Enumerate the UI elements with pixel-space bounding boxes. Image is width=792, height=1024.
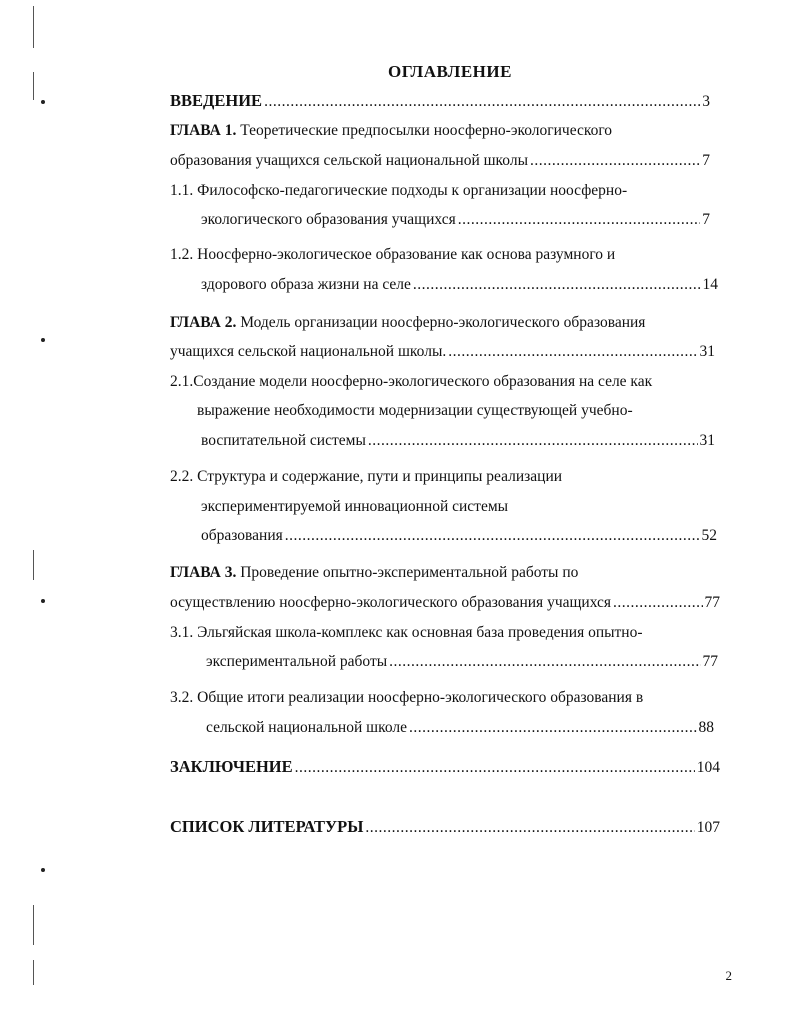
conclusion-label: ЗАКЛЮЧЕНИЕ [170,757,293,776]
chapter3-heading-line2[interactable] [170,594,720,612]
scan-margin-dot [41,100,45,104]
chapter1-page: 7 [702,152,710,169]
leader-dots [285,527,700,545]
chapter3-title-line1: Проведение опытно-экспериментальной работы по [240,564,579,581]
chapter3-page: 77 [704,594,720,611]
section-2-2-line3: образования [201,527,283,544]
section-2-2-line1: 2.2. Структура и содержание, пути и принципы реализации [170,468,563,485]
scan-margin-dot [41,599,45,603]
toc-entry-1-1-line2[interactable] [201,211,710,229]
conclusion-page: 104 [696,759,720,776]
toc-entry-intro[interactable] [170,91,710,111]
leader-dots [613,594,702,612]
chapter1-number: ГЛАВА 1. [170,122,237,139]
chapter3-number: ГЛАВА 3. [170,564,237,581]
chapter2-title-line1: Модель организации ноосферно-экологического образования [240,314,646,331]
chapter1-title-line2: образования учащихся сельской национальной школы [170,152,528,169]
leader-dots [264,93,700,111]
leader-dots [365,819,694,837]
chapter3-heading[interactable] [170,564,730,582]
section-2-1-line3: воспитательной системы [201,432,366,449]
section-3-2-page: 88 [698,719,714,736]
scan-margin-line [33,550,34,580]
section-3-2-line1: 3.2. Общие итоги реализации ноосферно-экологического образования в [170,689,644,706]
leader-dots [530,152,700,170]
toc-entry-2-1-line2 [197,402,737,420]
toc-entry-1-2[interactable] [170,246,730,264]
page-number: 2 [725,968,732,983]
toc-entry-1-1[interactable] [170,182,730,200]
section-1-1-line2: экологического образования учащихся [201,211,456,228]
bibliography-page: 107 [696,819,720,836]
chapter2-heading[interactable] [170,314,730,332]
intro-label: ВВЕДЕНИЕ [170,91,263,110]
bibliography-label: СПИСОК ЛИТЕРАТУРЫ [170,817,364,836]
section-1-1-page: 7 [702,211,710,228]
section-3-1-page: 77 [702,653,718,670]
section-2-2-page: 52 [701,527,717,544]
leader-dots [413,276,701,294]
section-1-2-line2: здорового образа жизни на селе [201,276,411,293]
toc-entry-2-1[interactable] [170,373,740,391]
toc-entry-conclusion[interactable] [170,757,720,777]
section-3-2-line2: сельской национальной школе [206,719,407,736]
leader-dots [389,653,700,671]
scan-margin-line [33,905,34,945]
scan-margin-dot [41,338,45,342]
section-3-1-line2: экспериментальной работы [206,653,388,670]
toc-title: ОГЛАВЛЕНИЕ [388,62,512,81]
chapter2-title-line2: учащихся сельской национальной школы. [170,343,447,360]
chapter2-heading-line2[interactable] [170,343,715,361]
toc-entry-2-2-line3[interactable] [201,527,717,545]
toc-entry-bibliography[interactable] [170,817,720,837]
section-2-1-line2: выражение необходимости модернизации существующей учебно- [197,402,633,419]
toc-entry-3-1-line2[interactable] [206,653,718,671]
section-3-1-line1: 3.1. Эльгяйская школа-комплекс как основная база проведения опытно- [170,624,643,641]
scan-margin-dot [41,868,45,872]
leader-dots [448,343,697,361]
section-2-1-page: 31 [699,432,715,449]
chapter2-page: 31 [699,343,715,360]
chapter3-title-line2: осуществлению ноосферно-экологического образования учащихся [170,594,612,611]
chapter1-title-line1: Теоретические предпосылки ноосферно-экологического [240,122,613,139]
section-1-2-page: 14 [702,276,718,293]
section-1-1-line1: 1.1. Философско-педагогические подходы к организации ноосферно- [170,182,628,199]
toc-entry-2-2[interactable] [170,468,730,486]
chapter1-heading-line2[interactable] [170,152,710,170]
scan-margin-line [33,6,34,48]
section-1-2-line1: 1.2. Ноосферно-экологическое образование как основа разумного и [170,246,616,263]
toc-entry-2-1-line3[interactable] [201,432,715,450]
toc-entry-3-2[interactable] [170,689,730,707]
leader-dots [368,432,698,450]
toc-entry-2-2-line2 [201,498,721,516]
scan-margin-line [33,960,34,985]
intro-page: 3 [702,93,710,110]
leader-dots [458,211,701,229]
chapter2-number: ГЛАВА 2. [170,314,237,331]
toc-entry-3-2-line2[interactable] [206,719,714,737]
leader-dots [295,759,695,777]
section-2-2-line2: экспериментируемой инновационной системы [201,498,509,515]
section-2-1-line1: 2.1.Создание модели ноосферно-экологического образования на селе как [170,373,653,390]
leader-dots [409,719,697,737]
toc-entry-1-2-line2[interactable] [201,276,718,294]
toc-entry-3-1[interactable] [170,624,730,642]
chapter1-heading[interactable] [170,122,730,140]
